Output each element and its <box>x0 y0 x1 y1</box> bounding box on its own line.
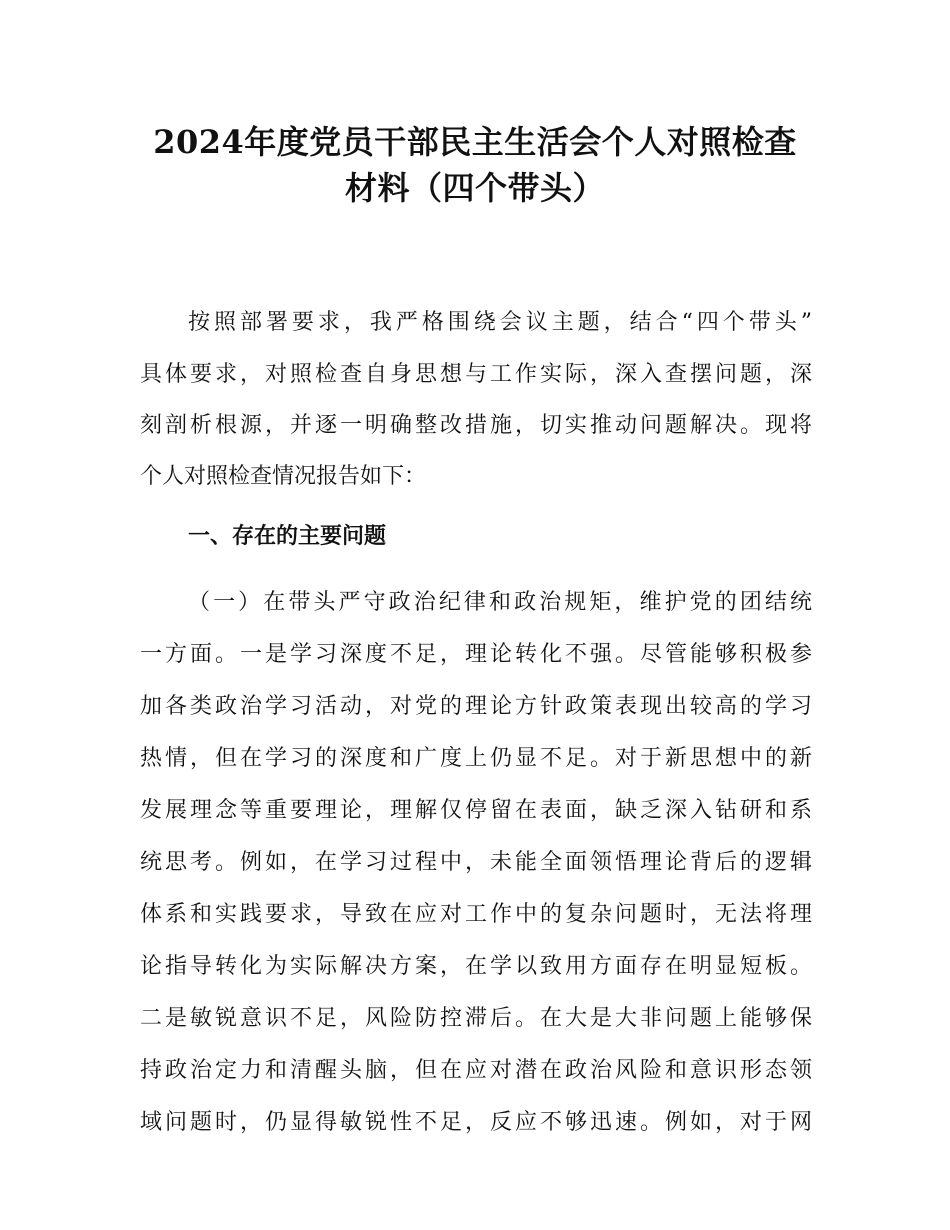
body-paragraph-line: 持政治定力和清醒头脑，但在应对潜在政治风险和意识形态领 <box>140 1058 812 1083</box>
body-paragraph-line: 域问题时，仍显得敏锐性不足，反应不够迅速。例如，对于网 <box>140 1110 812 1135</box>
body-paragraph-line: 发展理念等重要理论，理解仅停留在表面，缺乏深入钻研和系 <box>140 798 812 823</box>
body-paragraph-line: 热情，但在学习的深度和广度上仍显不足。对于新思想中的新 <box>140 746 812 771</box>
body-paragraph-line: 一方面。一是学习深度不足，理论转化不强。尽管能够积极参 <box>140 642 812 667</box>
intro-paragraph-line: 具体要求，对照检查自身思想与工作实际，深入查摆问题，深 <box>140 362 812 387</box>
body-paragraph-line: 加各类政治学习活动，对党的理论方针政策表现出较高的学习 <box>140 694 812 719</box>
intro-paragraph-line: 刻剖析根源，并逐一明确整改措施，切实推动问题解决。现将 <box>140 413 812 438</box>
section-heading: 一、存在的主要问题 <box>188 524 387 549</box>
body-paragraph-line: （一）在带头严守政治纪律和政治规矩，维护党的团结统 <box>188 590 812 615</box>
body-paragraph-line: 体系和实践要求，导致在应对工作中的复杂问题时，无法将理 <box>140 902 812 927</box>
body-paragraph-line: 统思考。例如，在学习过程中，未能全面领悟理论背后的逻辑 <box>140 850 812 875</box>
intro-paragraph-line: 按照部署要求，我严格围绕会议主题，结合“四个带头” <box>188 310 812 335</box>
body-paragraph-line: 二是敏锐意识不足，风险防控滞后。在大是大非问题上能够保 <box>140 1006 812 1031</box>
intro-paragraph-line: 个人对照检查情况报告如下： <box>140 464 427 489</box>
body-paragraph-line: 论指导转化为实际解决方案，在学以致用方面存在明显短板。 <box>140 954 812 979</box>
document-title-line-1: 2024年度党员干部民主生活会个人对照检查 <box>153 123 797 161</box>
document-title-line-2: 材料（四个带头） <box>344 169 605 207</box>
